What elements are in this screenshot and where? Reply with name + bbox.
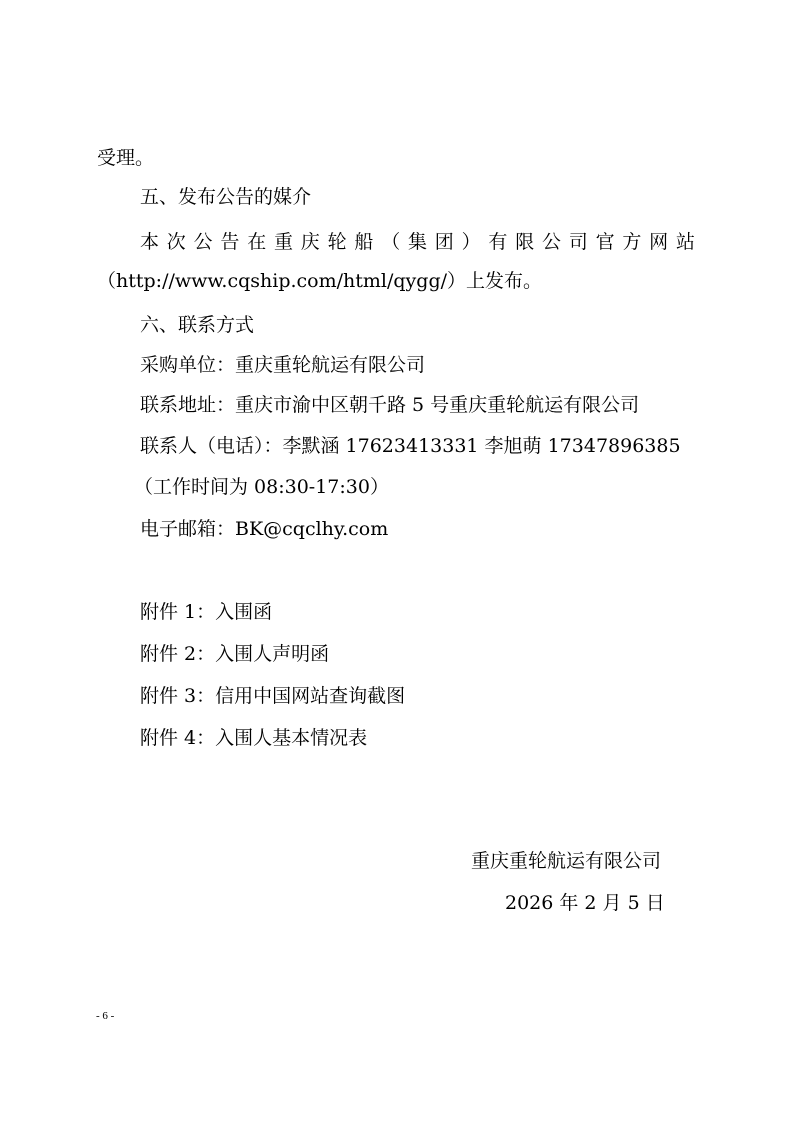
attachment-item: 附件 3：信用中国网站查询截图	[140, 685, 406, 707]
attachment-item: 附件 4：入围人基本情况表	[140, 727, 368, 749]
section-heading: 六、联系方式	[140, 314, 255, 336]
text-line: 联系人（电话）：李默涵 17623413331 李旭萌 17347896385	[140, 435, 681, 457]
text-line: 电子邮箱：BK@cqclhy.com	[140, 518, 389, 540]
section-heading: 五、发布公告的媒介	[140, 186, 312, 208]
page-number: - 6 -	[96, 1010, 115, 1022]
signature-date: 2026 年 2 月 5 日	[505, 892, 665, 914]
text-line: 受理。	[97, 147, 155, 169]
text-line: （http://www.cqship.com/html/qygg/）上发布。	[97, 270, 543, 292]
text-line: （工作时间为 08:30-17:30）	[134, 476, 389, 498]
signature-company: 重庆重轮航运有限公司	[471, 850, 662, 872]
text-line: 本次公告在重庆轮船（集团）有限公司官方网站	[140, 231, 695, 253]
text-line: 联系地址：重庆市渝中区朝千路 5 号重庆重轮航运有限公司	[140, 394, 640, 416]
attachment-item: 附件 1：入围函	[140, 601, 273, 623]
attachment-item: 附件 2：入围人声明函	[140, 643, 330, 665]
text-line: 采购单位：重庆重轮航运有限公司	[140, 354, 426, 376]
